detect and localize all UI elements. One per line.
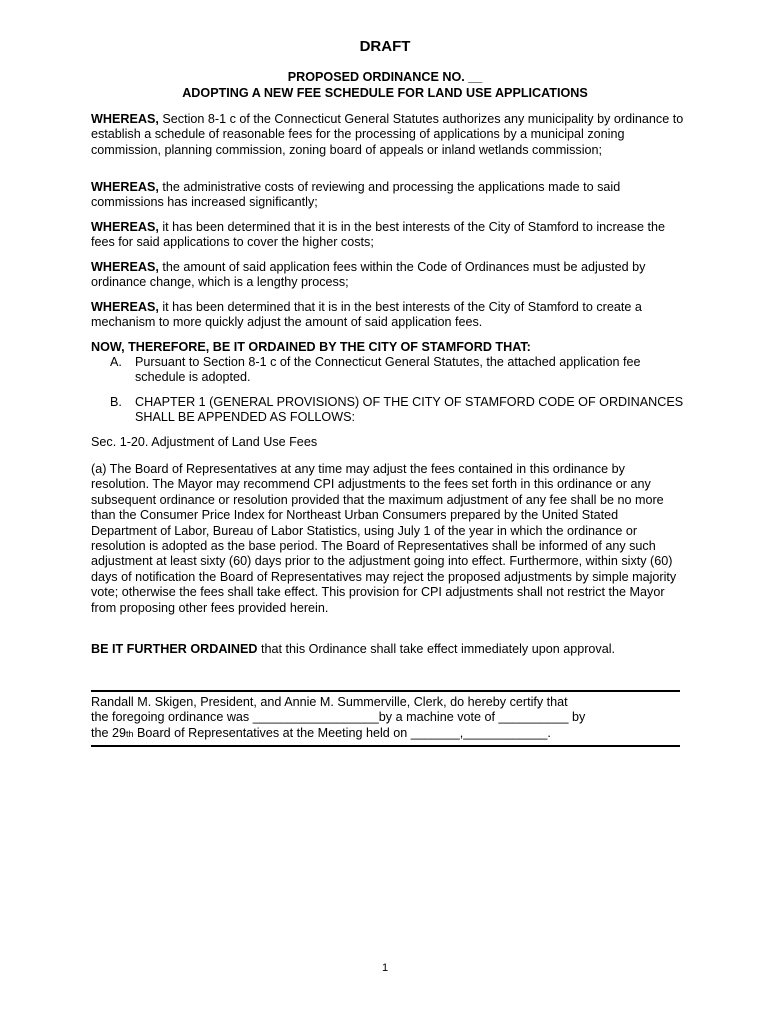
section-heading: Sec. 1-20. Adjustment of Land Use Fees: [91, 435, 318, 449]
ordain-item-b: [110, 395, 690, 426]
whereas-keyword: WHEREAS,: [91, 180, 159, 194]
whereas-paragraph-5: [91, 300, 691, 331]
bottom-divider: [91, 745, 680, 747]
whereas-text: the administrative costs of reviewing and processing the applications made to said commissions has increased significantly;: [91, 180, 621, 210]
whereas-text: it has been determined that it is in the best interests of the City of Stamford to increase the fees for said applications to cover the higher costs;: [91, 220, 665, 250]
title-line-1: PROPOSED ORDINANCE NO. __: [287, 70, 483, 84]
ordinance-title: [0, 69, 770, 101]
ordain-heading: NOW, THEREFORE, BE IT ORDAINED BY THE CITY OF STAMFORD THAT:: [91, 340, 531, 354]
list-item-text: CHAPTER 1 (GENERAL PROVISIONS) OF THE CITY OF STAMFORD CODE OF ORDINANCES SHALL BE APPENDED AS FOLLOWS:: [135, 395, 684, 425]
further-keyword: BE IT FURTHER ORDAINED: [91, 642, 258, 656]
list-letter: B.: [110, 395, 122, 409]
whereas-keyword: WHEREAS,: [91, 300, 159, 314]
page-number: 1: [381, 962, 389, 974]
whereas-paragraph-2: [91, 180, 691, 211]
whereas-keyword: WHEREAS,: [91, 220, 159, 234]
whereas-text: Section 8-1 c of the Connecticut General Statutes authorizes any municipality by ordinance to establish a schedule of reasonable fees for the processing of applications by a municipal zoning commission, planning commission, zoning board of appeals or inland wetlands commission;: [91, 112, 684, 157]
whereas-text: the amount of said application fees within the Code of Ordinances must be adjusted by ordinance change, which is a lengthy process;: [91, 260, 646, 290]
whereas-paragraph-1: [91, 112, 691, 158]
ordinal-suffix: th: [126, 728, 134, 739]
certification-line-1: Randall M. Skigen, President, and Annie M. Summerville, Clerk, do hereby certify that: [91, 695, 568, 709]
top-divider: [91, 690, 680, 692]
list-item-text: Pursuant to Section 8-1 c of the Connecticut General Statutes, the attached application fee schedule is adopted.: [135, 355, 641, 385]
whereas-keyword: WHEREAS,: [91, 112, 159, 126]
certification-line-2: the foregoing ordinance was __________________by a machine vote of __________ by: [91, 710, 586, 725]
certification-block: [91, 695, 686, 742]
whereas-keyword: WHEREAS,: [91, 260, 159, 274]
further-text: that this Ordinance shall take effect immediately upon approval.: [257, 642, 616, 656]
list-letter: A.: [110, 355, 122, 369]
title-line-2: ADOPTING A NEW FEE SCHEDULE FOR LAND USE APPLICATIONS: [182, 86, 588, 100]
whereas-paragraph-3: [91, 220, 691, 251]
cert-suffix: Board of Representatives at the Meeting held on _______,____________.: [133, 725, 551, 740]
further-ordained-paragraph: [91, 642, 691, 657]
ordain-item-a: [110, 355, 690, 386]
whereas-text: it has been determined that it is in the best interests of the City of Stamford to create a mechanism to more quickly adjust the amount of said application fees.: [91, 300, 642, 330]
draft-label: DRAFT: [359, 38, 411, 55]
certification-line-3: [91, 726, 686, 742]
whereas-paragraph-4: [91, 260, 691, 291]
section-paragraph: (a) The Board of Representatives at any time may adjust the fees contained in this ordinance by resolution. The Mayor may recommend CPI adjustments to the fees set forth in this ordinance or any subsequent ordinance or resolution provided that the maximum adjustment of any fee shall be no more than the Consumer Price Index for Northeast Urban Consumers prepared by the United Stated Department of Labor, Bureau of Labor Statistics, using July 1 of the year in which the ordinance or resolution is adopted as the base period. The Board of Representatives shall be informed of any such adjustment at least sixty (60) days prior to the adjustment going into effect. Furthermore, within sixty (60) days of notification the Board of Representatives may reject the proposed adjustments by simple majority vote; otherwise the fees shall take effect. This provision for CPI adjustments shall not restrict the Mayor from proposing other fees provided herein.: [91, 462, 677, 615]
cert-prefix: the 29: [91, 725, 127, 740]
